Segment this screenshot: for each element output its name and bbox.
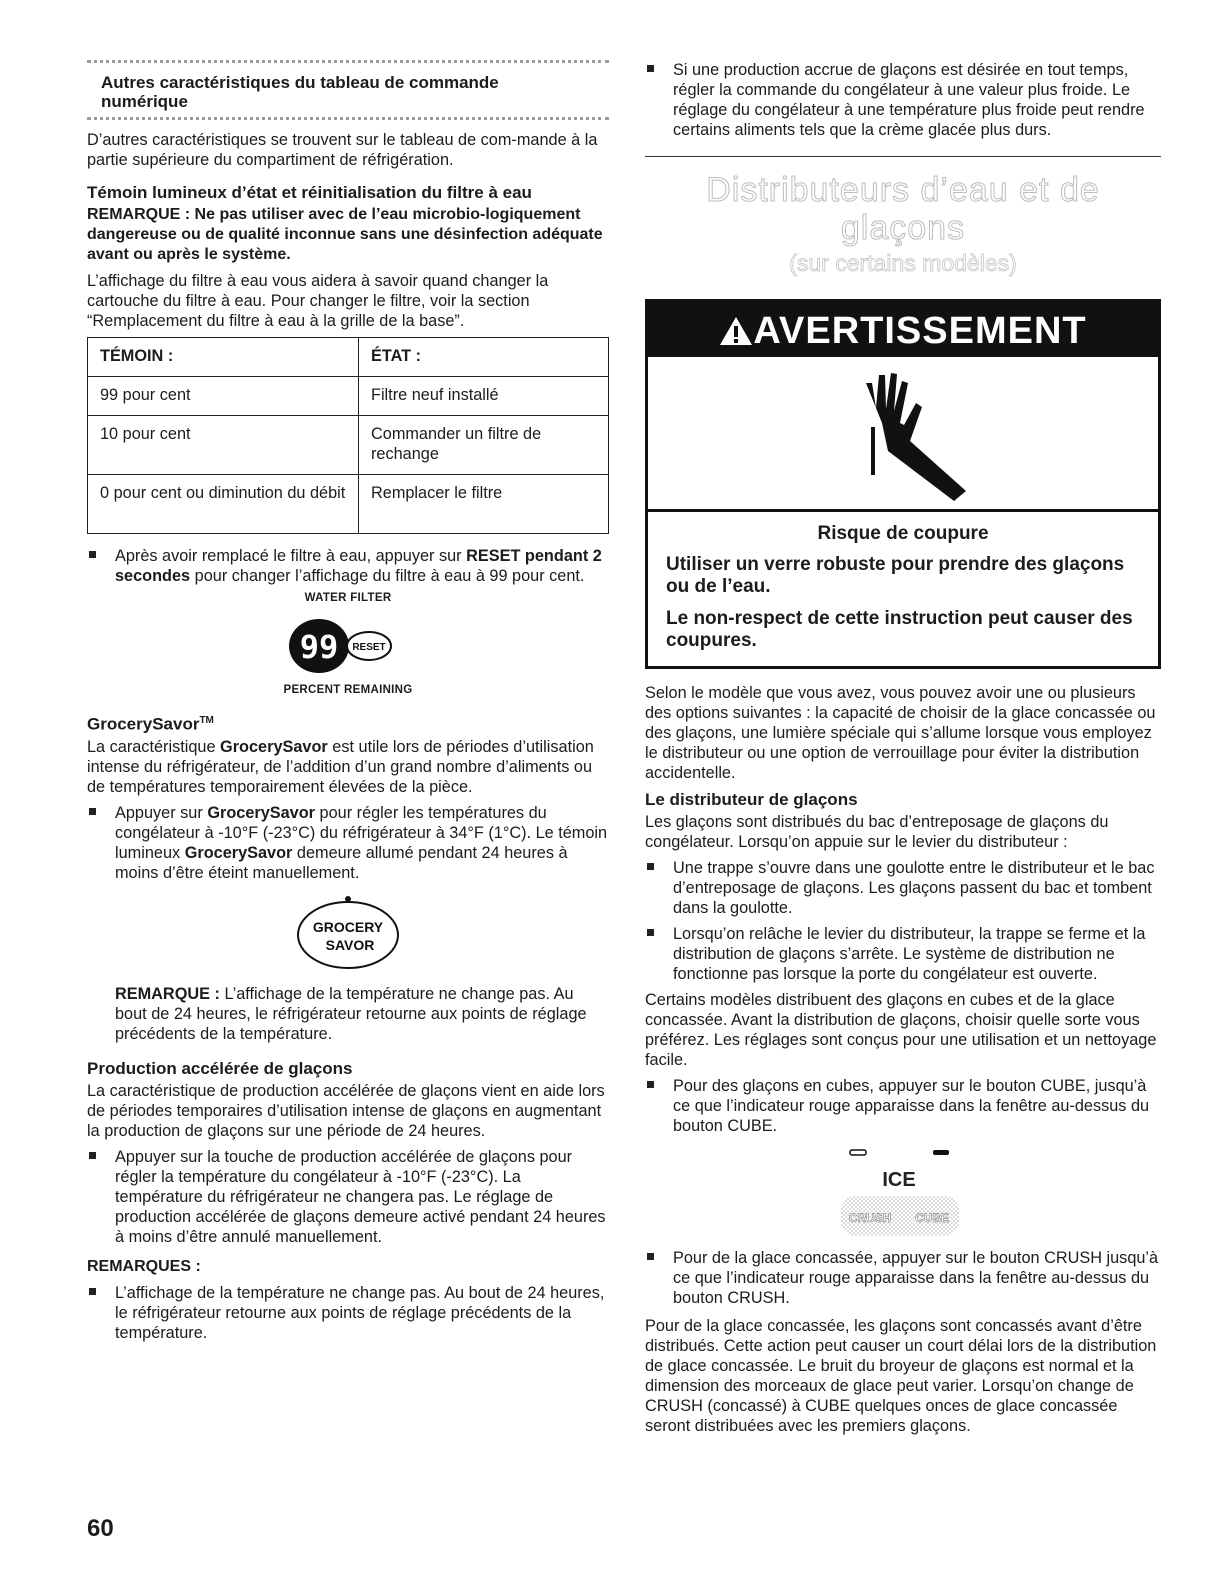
grocery-savor-button-icon [283, 893, 413, 973]
table-cell: Remplacer le filtre [359, 475, 609, 534]
warning-title: AVERTISSEMENT [753, 310, 1087, 352]
text: Pour de la glace concassée, appuyer sur le bouton CRUSH jusqu’à ce que l’indicateur rouge apparaisse dans la fenêtre au-dessus du bouton CRUSH. [673, 1249, 1159, 1307]
reset-bullet-bold: RESET pendant 2 secondes [115, 547, 602, 585]
reset-bullet-text: Après avoir remplacé le filtre à eau, appuyer sur [115, 547, 467, 565]
ice-dispenser-paragraph: Les glaçons sont distribués du bac d’entreposage de glaçons du congélateur. Lorsqu’on appuie sur le levier du distributeur : [645, 813, 1109, 851]
crush-button-label: CRUSH [848, 1211, 892, 1225]
bullet-icon [647, 1081, 654, 1088]
grocery-heading-text: GrocerySavor [87, 714, 200, 734]
table-cell: 99 pour cent [88, 377, 359, 416]
dispenser-section-subtitle: (sur certains modèles) [789, 250, 1017, 276]
reset-bullet-text-end: pour changer l’affichage du filtre à eau à 99 pour cent. [190, 567, 585, 585]
dispenser-bullet [645, 858, 1161, 918]
cube-bullet [645, 1076, 1161, 1136]
section-heading [87, 60, 609, 120]
bullet-icon [89, 1152, 96, 1159]
reset-bullet [87, 546, 609, 586]
ice-selector-figure [645, 1144, 1161, 1242]
options-paragraph: Selon le modèle que vous avez, vous pouvez avoir une ou plusieurs des options suivantes : la capacité de choisir de la glace concassée ou des glaçons, une lumière spéciale qui s’allume lorsque vous employez le distributeur ou une option de verrouillage pour éviter la distribution accidentelle. [645, 684, 1156, 782]
text: L’affichage de la température ne change pas. Au bout de 24 heures, le réfrigérateur retourne aux points de réglage précédents de la température. [115, 1283, 605, 1342]
filter-status-table [87, 337, 609, 534]
bullet-icon [647, 929, 654, 936]
ice-selector-panel [645, 1144, 1161, 1242]
filter-heading: Témoin lumineux d’état et réinitialisation du filtre à eau [87, 183, 532, 202]
filter-note: REMARQUE : Ne pas utiliser avec de l’eau microbio-logiquement dangereuse ou de qualité inconnue sans une désinfection adéquate avant ou après le système. [87, 206, 603, 263]
cube-button-label: CUBE [914, 1211, 950, 1225]
text: Appuyer sur [115, 803, 208, 822]
crush-bullet [645, 1248, 1161, 1308]
heading-line-2: numérique [101, 92, 188, 111]
dispenser-bullet [645, 924, 1161, 984]
cut-hand-icon [836, 363, 976, 503]
grocery-note [87, 984, 609, 1044]
bullet-icon [647, 863, 654, 870]
note-label: REMARQUE : [115, 984, 220, 1003]
text: Si une production accrue de glaçons est désirée en tout temps, régler la commande du congélateur à une valeur plus froide. Le réglage du congélateur à une température plus froide peut rendre certains aliments tels que la crème glacée plus durs. [673, 61, 1145, 139]
bullet-icon [647, 1253, 654, 1260]
table-cell: 10 pour cent [88, 416, 359, 475]
text: La caractéristique [87, 737, 221, 756]
grocery-heading [87, 710, 609, 735]
ice-dispenser-heading: Le distributeur de glaçons [645, 790, 858, 809]
dispenser-section-title: Distributeurs d’eau et de glaçons [706, 171, 1100, 247]
bullet-icon [647, 65, 654, 72]
warning-pictogram [648, 357, 1158, 512]
trademark-mark: TM [199, 715, 214, 726]
table-row [88, 475, 609, 534]
filter-display-icon [283, 614, 413, 678]
crushed-ice-paragraph: Pour de la glace concassée, les glaçons sont concassés avant d’être distribués. Cette action peut causer un court délai lors de la distribution de glace concassée. Le bruit du broyeur de glaçons est normal et la dimension des morceaux de glace peut varier. Lorsqu’on change de CRUSH (concassé) à CUBE quelques onces de glace concassée seront distribuées avec les premiers glaçons. [645, 1317, 1157, 1435]
ice-production-heading: Production accélérée de glaçons [87, 1058, 353, 1078]
top-bullet [645, 60, 1161, 140]
warning-line-2: Le non-respect de cette instruction peut causer des coupures. [666, 608, 1133, 651]
reset-button-label: RESET [352, 642, 386, 653]
filter-paragraph: L’affichage du filtre à eau vous aidera à savoir quand changer la cartouche du filtre à eau. Pour changer le filtre, voir la section “Remplacement du filtre à eau à la grille de la base”. [87, 272, 549, 330]
filter-display [87, 614, 609, 678]
table-row [88, 416, 609, 475]
water-filter-label: WATER FILTER [304, 592, 392, 604]
intro-paragraph: D’autres caractéristiques se trouvent sur le tableau de com-mande à la partie supérieure du compartiment de réfrigération. [87, 131, 598, 169]
text-bold: GrocerySavor [184, 843, 293, 862]
right-column [645, 60, 1161, 1436]
text: pour régler les températures du congélateur à -10°F (-23°C) du réfrigérateur à 34°F (1°C). Le témoin lumineux [115, 803, 608, 862]
warning-box [645, 299, 1161, 669]
water-filter-figure [87, 592, 609, 696]
warning-line-1: Utiliser un verre robuste pour prendre des glaçons ou de l’eau. [666, 554, 1125, 597]
cube-crush-paragraph: Certains modèles distribuent des glaçons en cubes et de la glace concassée. Avant la distribution de glaçons, choisir quelle sorte vous préférez. Les réglages sont conçus pour une utilisation et un nettoyage facile. [645, 991, 1157, 1069]
grocery-button-line-1: Grocery [312, 918, 384, 935]
text-bold: GrocerySavor [220, 737, 328, 756]
table-row [88, 377, 609, 416]
percent-remaining-label: PERCENT REMAINING [283, 684, 413, 696]
warning-text [648, 512, 1158, 666]
warning-triangle-icon [719, 316, 753, 346]
filter-display-value: 99 [299, 628, 339, 666]
ice-label: ICE [882, 1169, 916, 1191]
warning-risk: Risque de coupure [817, 523, 989, 544]
text: Lorsqu’on relâche le levier du distributeur, la trappe se ferme et la distribution de glaçons s’arrête. Le système de distribution ne fonctionne pas lorsque la porte du congélateur est ouverte. [673, 925, 1146, 983]
table-header-etat: ÉTAT : [359, 338, 609, 377]
bullet-icon [89, 551, 96, 558]
section-divider [645, 156, 1161, 157]
bullet-icon [89, 808, 96, 815]
table-header-temoin: TÉMOIN : [88, 338, 359, 377]
remarques-label: REMARQUES : [87, 1257, 201, 1275]
text: est utile lors de périodes d’utilisation intense du réfrigérateur, de l’addition d’un grand nombre d’aliments ou de températures temporairement élevées de la pièce. [87, 737, 594, 796]
crush-indicator-window [850, 1150, 866, 1155]
ice-production-bullet [87, 1147, 609, 1247]
ice-production-paragraph: La caractéristique de production accélérée de glaçons vient en aide lors de périodes temporaires d’utilisation intense de glaçons en augmentant la production de glaçons sur une période de 24 heures. [87, 1081, 605, 1140]
grocery-savor-button-figure [87, 893, 609, 978]
grocery-paragraph [87, 737, 609, 797]
note-text: L’affichage de la température ne change pas. Au bout de 24 heures, le réfrigérateur retourne aux points de réglage précédents de la température. [115, 984, 587, 1043]
cube-indicator-window [933, 1150, 949, 1155]
heading-line-1: Autres caractéristiques du tableau de commande [101, 73, 499, 92]
text-bold: GrocerySavor [207, 803, 316, 822]
left-column [87, 60, 609, 1349]
text: Pour des glaçons en cubes, appuyer sur le bouton CUBE, jusqu’à ce que l’indicateur rouge apparaisse dans la fenêtre au-dessus du bouton CUBE. [673, 1077, 1150, 1135]
grocery-button-line-2: Savor [325, 936, 375, 953]
table-cell: Commander un filtre de rechange [359, 416, 609, 475]
table-cell: 0 pour cent ou diminution du débit [88, 475, 359, 534]
remarques-bullet [87, 1283, 609, 1343]
text: Appuyer sur la touche de production accélérée de glaçons pour régler la température du congélateur à -10°F (-23°C). La température du réfrigérateur ne changera pas. Le réglage de production accélérée de glaçons demeure activé pendant 24 heures à moins d’être annulé manuellement. [115, 1147, 606, 1246]
warning-header [648, 302, 1158, 357]
table-cell: Filtre neuf installé [359, 377, 609, 416]
text: Une trappe s’ouvre dans une goulotte entre le distributeur et le bac d’entreposage de glaçons. Les glaçons passent du bac et tombent dans la goulotte. [673, 859, 1155, 917]
table-header-row [88, 338, 609, 377]
bullet-icon [89, 1288, 96, 1295]
grocery-bullet [87, 803, 609, 883]
page-number: 60 [87, 1515, 114, 1542]
text: demeure allumé pendant 24 heures à moins d’être éteint manuellement. [115, 843, 568, 882]
